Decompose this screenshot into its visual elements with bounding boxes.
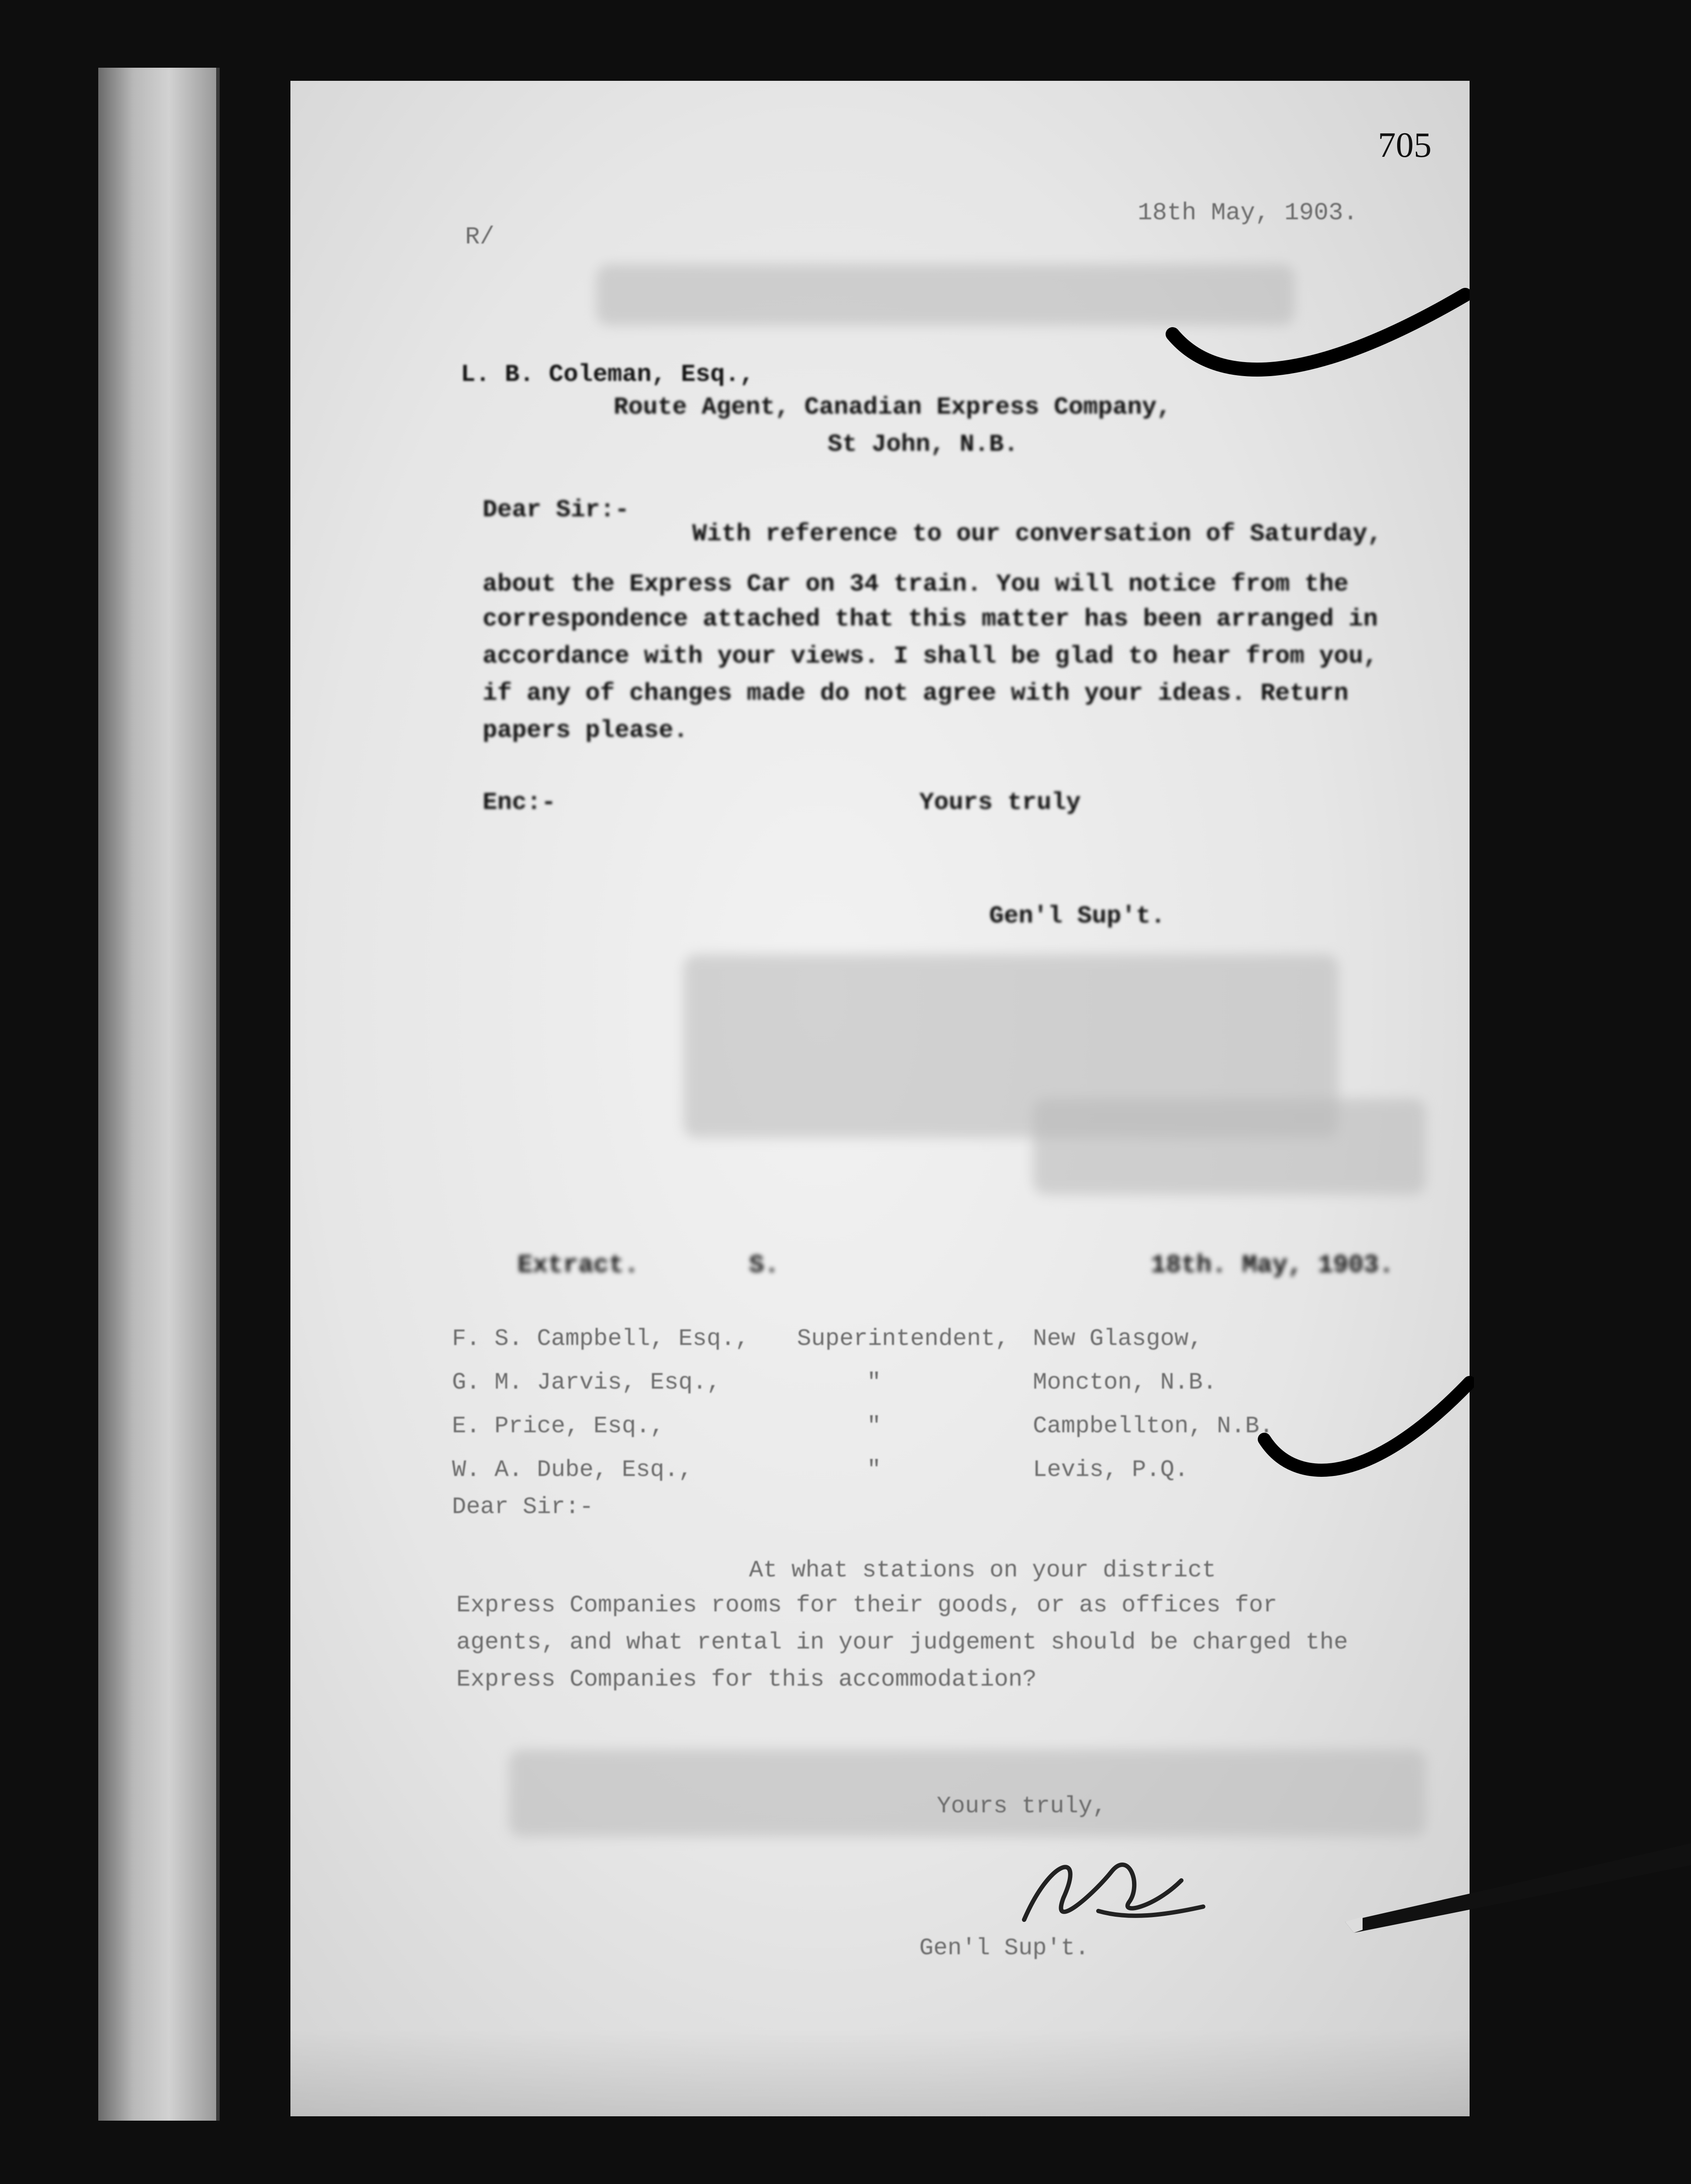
tick-mark (1256, 1374, 1474, 1505)
letter1-body-line: correspondence attached that this matter has been arranged in (483, 605, 1378, 633)
letter2-date: 18th. May, 1903. (1151, 1251, 1394, 1280)
letter1-salutation: Dear Sir:- (483, 496, 630, 524)
letter1-body-line: With reference to our conversation of Saturday, (692, 520, 1382, 548)
letter2-body-line: Express Companies for this accommodation? (456, 1666, 1037, 1693)
letter1-date: 18th May, 1903. (1138, 199, 1358, 227)
letter1-recipient-title: Route Agent, Canadian Express Company, (614, 393, 1172, 421)
letter2-recipient-name: F. S. Campbell, Esq., (452, 1326, 749, 1352)
previous-page-edge (98, 68, 216, 2121)
letterbook-page (290, 81, 1470, 2116)
letter1-enclosure: Enc:- (483, 788, 556, 816)
letter2-body-line: At what stations on your district (749, 1557, 1216, 1584)
letter2-recipient-name: E. Price, Esq., (452, 1413, 665, 1440)
letter2-recipient-title: " (867, 1413, 881, 1440)
letter2-signature: Gen'l Sup't. (919, 1935, 1089, 1962)
letter2-body-line: Express Companies rooms for their goods, or as offices for (456, 1592, 1277, 1619)
letter2-recipient-place: Levis, P.Q. (1033, 1457, 1189, 1483)
letter2-closing: Yours truly, (937, 1793, 1107, 1820)
letter1-recipient-name: L. B. Coleman, Esq., (461, 360, 755, 388)
letter2-recipient-place: New Glasgow, (1033, 1326, 1203, 1352)
letter2-body-line: agents, and what rental in your judgement should be charged the (456, 1629, 1348, 1656)
letter2-initial: S. (749, 1251, 780, 1280)
letter2-salutation: Dear Sir:- (452, 1494, 594, 1521)
letter2-ref: Extract. (518, 1251, 639, 1280)
letter1-body-line: accordance with your views. I shall be glad to hear from you, (483, 642, 1378, 670)
letter1-recipient-city: St John, N.B. (828, 430, 1018, 458)
letter2-recipient-title: Superintendent, (797, 1326, 1010, 1352)
letter2-recipient-name: W. A. Dube, Esq., (452, 1457, 693, 1483)
letter2-recipient-title: " (867, 1457, 881, 1483)
letter2-recipient-place: Moncton, N.B. (1033, 1369, 1217, 1396)
page-shadow (290, 2029, 1470, 2116)
handwritten-signature (998, 1832, 1216, 1942)
letter2-recipient-place: Campbellton, N.B. (1033, 1413, 1273, 1440)
bleed-through-smudge (1033, 1099, 1426, 1195)
tick-mark (1164, 286, 1470, 395)
letter2-recipient-title: " (867, 1369, 881, 1396)
letter2-recipient-name: G. M. Jarvis, Esq., (452, 1369, 721, 1396)
letter1-closing: Yours truly (919, 788, 1081, 816)
letter1-signature: Gen'l Sup't. (989, 902, 1166, 930)
page-binding-shadow (216, 68, 220, 2121)
letter1-ref: R/ (465, 223, 495, 251)
letter1-body-line: about the Express Car on 34 train. You will notice from the (483, 570, 1349, 598)
letter1-body-line: papers please. (483, 716, 688, 744)
page-number: 705 (1378, 125, 1432, 165)
letter1-body-line: if any of changes made do not agree with your ideas. Return (483, 679, 1349, 707)
pointer-stick (1336, 1839, 1691, 1952)
